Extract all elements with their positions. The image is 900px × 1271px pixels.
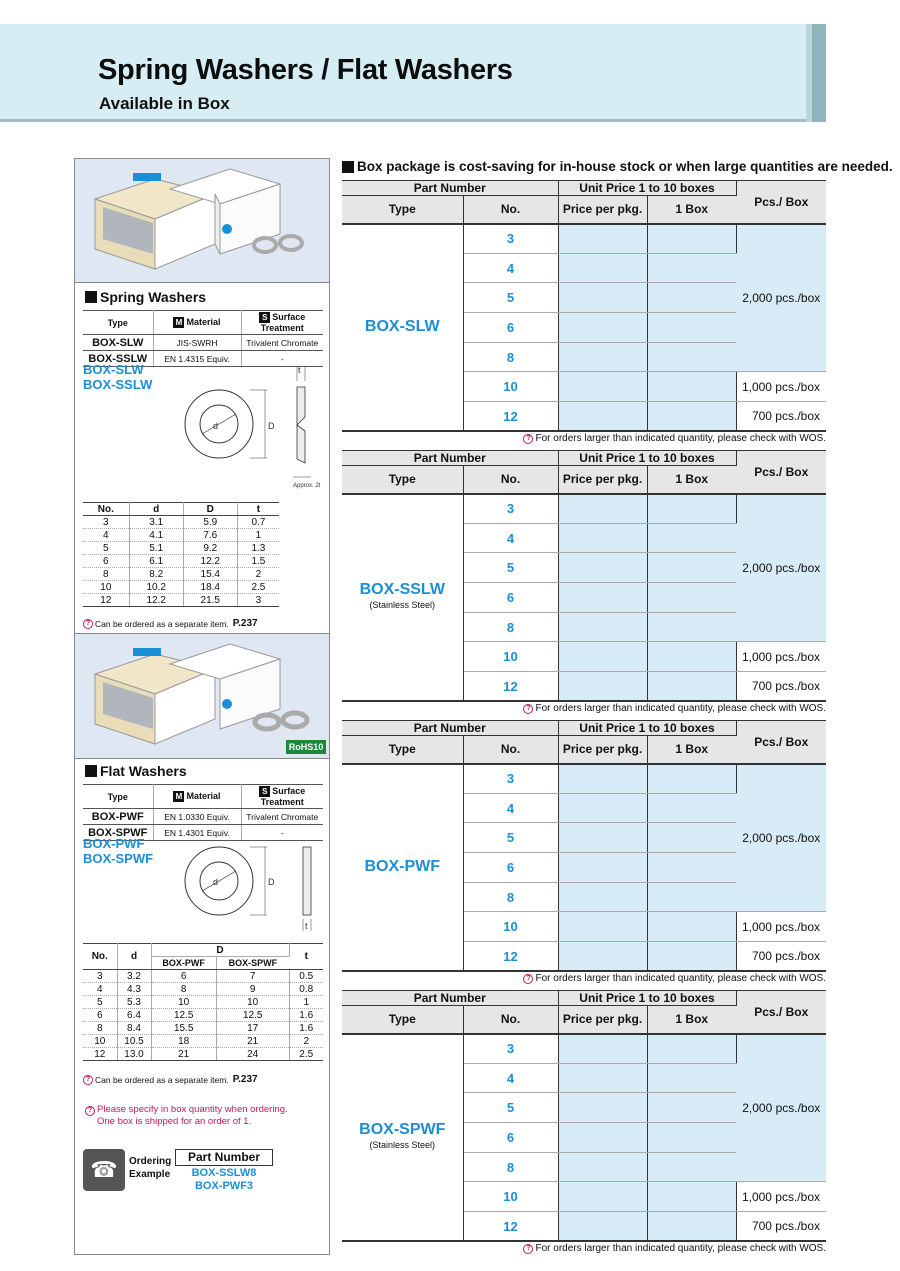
size-number[interactable]: 10 xyxy=(463,1182,558,1212)
price-per-pkg-header: Price per pkg. xyxy=(558,466,647,494)
one-box-price-cell xyxy=(647,224,736,254)
size-number[interactable]: 4 xyxy=(463,1063,558,1093)
price-per-pkg-cell xyxy=(558,402,647,432)
ordering-value-2: BOX-PWF3 xyxy=(194,1180,254,1192)
price-per-pkg-header: Price per pkg. xyxy=(558,736,647,764)
price-per-pkg-cell xyxy=(558,942,647,972)
pcs-per-box: 2,000 pcs./box xyxy=(736,1034,826,1182)
rohs-badge: RoHS10 xyxy=(286,740,326,754)
type-header: Type xyxy=(342,736,463,764)
no-header: No. xyxy=(463,1006,558,1034)
ordering-label: Ordering Example xyxy=(129,1156,172,1180)
price-per-pkg-cell xyxy=(558,823,647,853)
price-table xyxy=(342,450,826,702)
price-per-pkg-cell xyxy=(558,793,647,823)
flat-dimension-table: No. d D t BOX-PWF BOX-SPWF 3 3.2 6 7 0.5 4 4.3 8 9 0.8 5 5.3 10 10 1 6 6.4 12.5 12.5 1.6 8 8.4 15.5 17 1.6 10 10.5 18 21 2 12 13.0 21 24 2.5 xyxy=(83,943,323,1061)
one-box-price-cell xyxy=(647,402,736,432)
one-box-price-cell xyxy=(647,882,736,912)
one-box-price-cell xyxy=(647,1093,736,1123)
flat-washers-heading: Flat Washers xyxy=(85,763,187,779)
price-per-pkg-cell xyxy=(558,283,647,313)
one-box-price-cell xyxy=(647,313,736,343)
one-box-price-cell xyxy=(647,553,736,583)
box-package-title: Box package is cost-saving for in-house stock or when large quantities are needed. xyxy=(342,159,893,174)
one-box-price-cell xyxy=(647,942,736,972)
price-table xyxy=(342,180,826,432)
price-table xyxy=(342,990,826,1242)
svg-text:D: D xyxy=(268,877,275,887)
info-icon: ? xyxy=(83,619,93,629)
pcs-header: Pcs./ Box xyxy=(736,451,826,494)
price-per-pkg-cell xyxy=(558,672,647,702)
pcs-per-box: 1,000 pcs./box xyxy=(736,372,826,402)
size-number[interactable]: 3 xyxy=(463,1034,558,1064)
size-number[interactable]: 4 xyxy=(463,253,558,283)
unit-price-header: Unit Price 1 to 10 boxes xyxy=(558,721,736,736)
price-per-pkg-cell xyxy=(558,1093,647,1123)
one-box-price-cell xyxy=(647,764,736,794)
one-box-price-cell xyxy=(647,1034,736,1064)
size-number[interactable]: 5 xyxy=(463,553,558,583)
price-block xyxy=(342,180,826,444)
one-box-price-cell xyxy=(647,912,736,942)
header-accent-dark xyxy=(812,24,826,122)
phone-icon: ☎ xyxy=(83,1149,125,1191)
pcs-per-box: 2,000 pcs./box xyxy=(736,764,826,912)
spring-washers-heading: Spring Washers xyxy=(85,289,206,305)
price-per-pkg-cell xyxy=(558,553,647,583)
size-number[interactable]: 3 xyxy=(463,494,558,524)
left-panel xyxy=(74,158,330,1255)
one-box-price-cell xyxy=(647,283,736,313)
price-block xyxy=(342,450,826,714)
pcs-per-box: 1,000 pcs./box xyxy=(736,1182,826,1212)
svg-text:Approx. 2t: Approx. 2t xyxy=(293,483,321,489)
size-number[interactable]: 8 xyxy=(463,612,558,642)
svg-text:t: t xyxy=(298,365,301,375)
one-box-header: 1 Box xyxy=(647,466,736,494)
size-number[interactable]: 4 xyxy=(463,793,558,823)
ordering-value-1: BOX-SSLW8 xyxy=(191,1167,257,1179)
size-number[interactable]: 3 xyxy=(463,764,558,794)
one-box-price-cell xyxy=(647,642,736,672)
price-per-pkg-cell xyxy=(558,1212,647,1242)
unit-price-header: Unit Price 1 to 10 boxes xyxy=(558,181,736,196)
info-icon: ? xyxy=(85,1106,95,1116)
part-number-header: Part Number xyxy=(342,451,558,466)
price-table xyxy=(342,720,826,972)
one-box-header: 1 Box xyxy=(647,1006,736,1034)
svg-text:t: t xyxy=(305,921,308,931)
large-order-note: ? For orders larger than indicated quantity, please check with WOS. xyxy=(523,1243,826,1254)
box-illustration xyxy=(75,159,329,283)
pcs-per-box: 2,000 pcs./box xyxy=(736,494,826,642)
size-number[interactable]: 12 xyxy=(463,942,558,972)
size-number[interactable]: 4 xyxy=(463,523,558,553)
unit-price-header: Unit Price 1 to 10 boxes xyxy=(558,451,736,466)
page-ref-link[interactable]: P.237 xyxy=(232,1074,258,1085)
price-per-pkg-cell xyxy=(558,612,647,642)
price-per-pkg-cell xyxy=(558,853,647,883)
one-box-price-cell xyxy=(647,583,736,613)
size-number[interactable]: 10 xyxy=(463,912,558,942)
size-number[interactable]: 6 xyxy=(463,853,558,883)
pcs-per-box: 1,000 pcs./box xyxy=(736,912,826,942)
size-number[interactable]: 8 xyxy=(463,342,558,372)
price-per-pkg-cell xyxy=(558,1063,647,1093)
one-box-price-cell xyxy=(647,793,736,823)
price-per-pkg-cell xyxy=(558,372,647,402)
price-per-pkg-cell xyxy=(558,764,647,794)
pcs-per-box: 700 pcs./box xyxy=(736,1212,826,1242)
one-box-price-cell xyxy=(647,523,736,553)
pcs-header: Pcs./ Box xyxy=(736,991,826,1034)
pcs-per-box: 700 pcs./box xyxy=(736,942,826,972)
large-order-note: ? For orders larger than indicated quantity, please check with WOS. xyxy=(523,433,826,444)
size-number[interactable]: 5 xyxy=(463,283,558,313)
large-order-note: ? For orders larger than indicated quantity, please check with WOS. xyxy=(523,703,826,714)
one-box-price-cell xyxy=(647,342,736,372)
price-per-pkg-cell xyxy=(558,313,647,343)
type-header: Type xyxy=(342,1006,463,1034)
one-box-header: 1 Box xyxy=(647,196,736,224)
one-box-price-cell xyxy=(647,612,736,642)
page-ref-link[interactable]: P.237 xyxy=(232,618,258,629)
size-number[interactable]: 12 xyxy=(463,402,558,432)
type-header: Type xyxy=(342,196,463,224)
size-number[interactable]: 10 xyxy=(463,372,558,402)
no-header: No. xyxy=(463,466,558,494)
one-box-price-cell xyxy=(647,494,736,524)
unit-price-header: Unit Price 1 to 10 boxes xyxy=(558,991,736,1006)
price-per-pkg-cell xyxy=(558,253,647,283)
svg-text:d: d xyxy=(213,877,219,887)
type-cell: BOX-SLW xyxy=(342,224,463,432)
ordering-header: Part Number xyxy=(175,1149,273,1166)
part-number-header: Part Number xyxy=(342,721,558,736)
size-number[interactable]: 10 xyxy=(463,642,558,672)
type-cell: BOX-SSLW (Stainless Steel) xyxy=(342,494,463,702)
pcs-per-box: 700 pcs./box xyxy=(736,672,826,702)
type-header: Type xyxy=(342,466,463,494)
size-number[interactable]: 6 xyxy=(463,1123,558,1153)
flat-washer-diagram xyxy=(175,839,325,939)
price-per-pkg-cell xyxy=(558,1123,647,1153)
one-box-price-cell xyxy=(647,1152,736,1182)
spring-separate-note: ? Can be ordered as a separate item. P.237 xyxy=(83,618,258,629)
price-per-pkg-cell xyxy=(558,1182,647,1212)
info-icon: ? xyxy=(83,1075,93,1085)
price-per-pkg-cell xyxy=(558,1152,647,1182)
price-per-pkg-cell xyxy=(558,494,647,524)
large-order-note: ? For orders larger than indicated quantity, please check with WOS. xyxy=(523,973,826,984)
spring-type-labels: BOX-SLW BOX-SSLW xyxy=(83,362,153,392)
one-box-price-cell xyxy=(647,853,736,883)
size-number[interactable]: 5 xyxy=(463,1093,558,1123)
one-box-price-cell xyxy=(647,1123,736,1153)
svg-text:D: D xyxy=(268,421,275,431)
pcs-per-box: 2,000 pcs./box xyxy=(736,224,826,372)
type-cell: BOX-PWF xyxy=(342,764,463,972)
no-header: No. xyxy=(463,196,558,224)
flat-material-table: Type M Material S Surface Treatment BOX-PWF EN 1.0330 Equiv. Trivalent Chromate BOX-SPWF EN 1.4301 Equiv. - xyxy=(83,784,323,841)
price-per-pkg-header: Price per pkg. xyxy=(558,1006,647,1034)
price-per-pkg-cell xyxy=(558,1034,647,1064)
info-icon: ? xyxy=(523,704,533,714)
ordering-example xyxy=(83,1149,323,1209)
part-number-header: Part Number xyxy=(342,181,558,196)
price-block xyxy=(342,720,826,984)
pcs-header: Pcs./ Box xyxy=(736,721,826,764)
info-icon: ? xyxy=(523,974,533,984)
spring-dimension-table: No. d D t 3 3.1 5.9 0.7 4 4.1 7.6 1 5 5.1 9.2 1.3 6 6.1 12.2 1.5 8 8.2 15.4 2 10 10.2 18.4 2.5 12 12.2 21.5 3 xyxy=(83,502,279,607)
one-box-header: 1 Box xyxy=(647,736,736,764)
size-number[interactable]: 8 xyxy=(463,1152,558,1182)
info-icon: ? xyxy=(523,434,533,444)
info-icon: ? xyxy=(523,1244,533,1254)
pcs-header: Pcs./ Box xyxy=(736,181,826,224)
page-header xyxy=(0,24,826,122)
pcs-per-box: 1,000 pcs./box xyxy=(736,642,826,672)
one-box-price-cell xyxy=(647,372,736,402)
spring-washer-diagram xyxy=(175,359,325,494)
size-number[interactable]: 8 xyxy=(463,882,558,912)
size-number[interactable]: 6 xyxy=(463,313,558,343)
pcs-per-box: 700 pcs./box xyxy=(736,402,826,432)
size-number[interactable]: 5 xyxy=(463,823,558,853)
page-title: Spring Washers / Flat Washers xyxy=(98,54,513,86)
type-cell: BOX-SPWF (Stainless Steel) xyxy=(342,1034,463,1242)
one-box-price-cell xyxy=(647,1182,736,1212)
spring-washer-box-photo xyxy=(75,159,329,283)
spring-material-table: Type M Material S Surface Treatment BOX-SLW JIS-SWRH Trivalent Chromate BOX-SSLW EN 1.4315 Equiv. - xyxy=(83,310,323,367)
one-box-price-cell xyxy=(647,1063,736,1093)
size-number[interactable]: 6 xyxy=(463,583,558,613)
price-per-pkg-header: Price per pkg. xyxy=(558,196,647,224)
price-per-pkg-cell xyxy=(558,882,647,912)
page-subtitle: Available in Box xyxy=(99,94,230,113)
one-box-price-cell xyxy=(647,1212,736,1242)
one-box-price-cell xyxy=(647,672,736,702)
size-number[interactable]: 3 xyxy=(463,224,558,254)
price-per-pkg-cell xyxy=(558,523,647,553)
flat-separate-note: ? Can be ordered as a separate item. P.237 xyxy=(83,1074,258,1085)
price-per-pkg-cell xyxy=(558,224,647,254)
no-header: No. xyxy=(463,736,558,764)
size-number[interactable]: 12 xyxy=(463,672,558,702)
price-per-pkg-cell xyxy=(558,912,647,942)
size-number[interactable]: 12 xyxy=(463,1212,558,1242)
specify-note: ? Please specify in box quantity when ordering. One box is shipped for an order of 1. xyxy=(85,1104,288,1128)
flat-type-labels: BOX-PWF BOX-SPWF xyxy=(83,836,154,866)
price-block xyxy=(342,990,826,1254)
price-per-pkg-cell xyxy=(558,642,647,672)
price-per-pkg-cell xyxy=(558,342,647,372)
part-number-header: Part Number xyxy=(342,991,558,1006)
one-box-price-cell xyxy=(647,823,736,853)
price-per-pkg-cell xyxy=(558,583,647,613)
svg-text:d: d xyxy=(213,421,219,431)
one-box-price-cell xyxy=(647,253,736,283)
